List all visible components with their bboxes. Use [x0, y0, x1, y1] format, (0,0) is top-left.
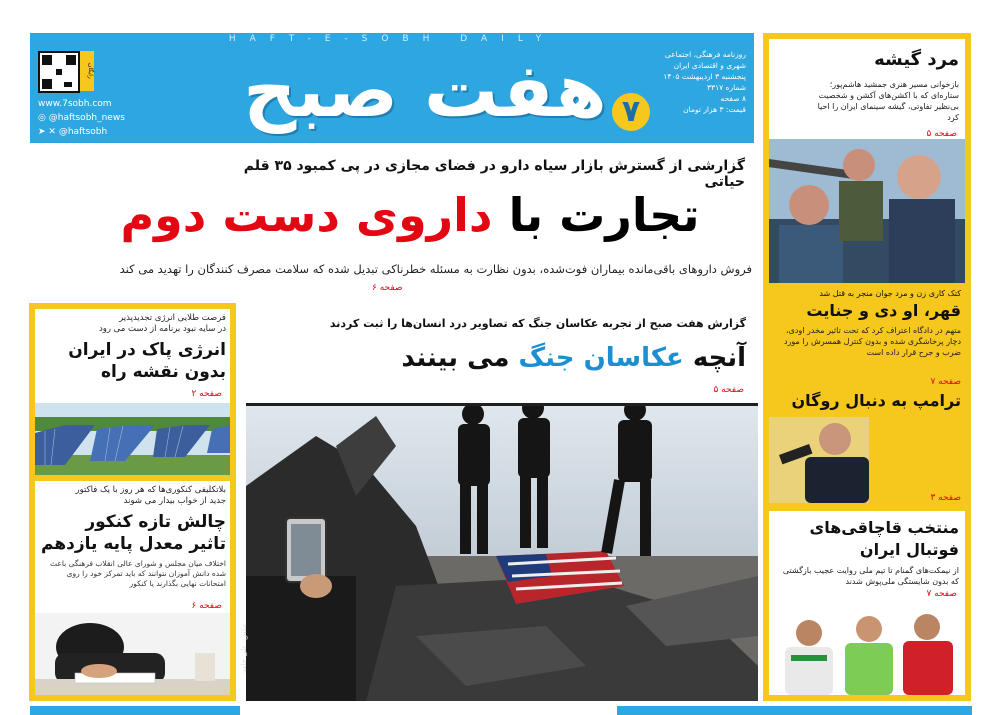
crime-text: متهم در دادگاه اعتراف کرد که تحت تاثیر مخدر اودی، دچار پرخاشگری شده و بدون کنترل همسرش را مورد ضرب و جرح قرار داده است — [783, 326, 961, 357]
konkur-title-2: تاثیر معدل پایه یازدهم — [41, 534, 226, 554]
social-handle-news[interactable] — [38, 113, 125, 123]
photo-story[interactable] — [240, 303, 758, 701]
student-image — [35, 613, 230, 695]
telegram-icon: ➤ ✕ — [38, 127, 56, 137]
energy-kicker-2: در سایه نبود برنامه از دست می رود — [98, 324, 226, 334]
war-photo-image — [246, 406, 758, 701]
website-link[interactable]: www.7sobh.com — [38, 99, 112, 109]
trump-title: ترامپ به دنبال روگان — [791, 391, 961, 410]
photo-headline-part-3: می بینند — [401, 343, 510, 373]
free-badge: رایگان — [80, 51, 94, 91]
bottom-bar-right — [617, 706, 972, 715]
hashempour-text: بازخوانی مسیر هنری جمشید هاشم‌پور؛ ستاره‌ای که با اکشن‌های آکشن و شخصیت بی‌نظیر تفاوتی، گیشه سینمای ایران را احیا کرد — [817, 80, 959, 122]
logo-numeral: ۷ — [612, 93, 650, 131]
social-handle-main[interactable] — [38, 127, 107, 137]
masthead-meta — [636, 49, 746, 115]
right-story-football[interactable] — [769, 511, 965, 695]
left-column — [29, 303, 236, 701]
rogan-photo — [769, 417, 869, 503]
masthead-logo: هفت صبح — [243, 48, 607, 134]
hashempour-title: مرد گیشه — [874, 49, 959, 70]
masthead-strip: HAFT-E-SOBH DAILY — [228, 34, 556, 44]
hashempour-page-ref: صفحه ۵ — [926, 129, 957, 139]
right-story-hashempour[interactable] — [769, 39, 965, 283]
energy-page-ref: صفحه ۲ — [191, 389, 222, 399]
handle-main-text: @haftsobh — [58, 127, 108, 137]
crime-title: قهر، او دی و جنایت — [806, 301, 961, 320]
football-page-ref: صفحه ۷ — [926, 589, 957, 599]
energy-title-2: بدون نقشه راه — [101, 362, 226, 382]
konkur-kicker-1: بلاتکلیفی کنکوری‌ها که هر روز با یک فاکتور — [75, 485, 226, 495]
konkur-page-ref: صفحه ۶ — [191, 601, 222, 611]
konkur-title-1: چالش تازه کنکور — [85, 512, 226, 532]
photo-story-header — [246, 303, 758, 406]
photo-page-ref: صفحه ۵ — [713, 385, 744, 395]
left-story-konkur[interactable] — [35, 481, 230, 695]
photo-kicker: گزارش هفت صبح از تجربه عکاسان جنگ که تصاویر درد انسان‌ها را ثبت کردند — [329, 317, 746, 330]
right-story-trump[interactable] — [769, 389, 965, 505]
hashempour-photo — [769, 139, 965, 283]
crime-kicker: کتک کاری زن و مرد جوان منجر به قتل شد — [819, 289, 961, 298]
energy-kicker-1: فرصت طلایی انرژی تجدیدپذیر — [119, 313, 226, 323]
football-title-2: فوتبال ایران — [859, 540, 959, 559]
photo-headline-part-1: آنچه — [692, 343, 746, 373]
photo-credit: عکس: علی خامه — [240, 623, 248, 674]
price-line: قیمت: ۳ هزار تومان — [683, 105, 746, 114]
lead-subhead: فروش داروهای باقی‌مانده بیماران فوت‌شده، بدون نظارت به مسئله خطرناکی تبدیل شده که سلامت مصرف کنندگان را تهدید می کند — [119, 262, 752, 276]
trump-page-ref: صفحه ۳ — [930, 493, 961, 503]
football-title-1: منتخب قاچاقی‌های — [809, 518, 959, 537]
football-players-photo — [769, 603, 965, 695]
handle-news-text: @haftsobh_news — [48, 113, 125, 123]
lead-page-ref: صفحه ۶ — [372, 283, 403, 293]
konkur-kicker-2: جدید از خواب بیدار می شوند — [123, 496, 226, 506]
publisher-line-1: روزنامه فرهنگی، اجتماعی — [664, 50, 746, 59]
konkur-text: اختلاف میان مجلس و شورای عالی انقلاب فرهنگی باعث شده دانش آموزان نتوانند که باید تمرکز خود را روی امتحانات نهایی بگذارند یا کنکور — [50, 559, 226, 588]
bottom-bar-left — [30, 706, 240, 715]
lead-kicker: گزارشی از گسترش بازار سیاه دارو در فضای مجازی در پی کمبود ۳۵ قلم حیاتی — [243, 158, 745, 190]
lead-headline-red: داروی دست دوم — [120, 188, 493, 242]
left-story-energy[interactable] — [35, 309, 230, 475]
pages-line: ۸ صفحه — [720, 94, 746, 103]
football-title — [775, 517, 959, 561]
issue-line: شماره ۳۳۱۷ — [707, 83, 746, 92]
masthead — [30, 33, 754, 143]
lead-headline-black: تجارت با — [508, 188, 700, 242]
lead-headline[interactable] — [80, 182, 740, 252]
photo-headline-part-2: عکاسان جنگ — [518, 343, 684, 373]
right-story-crime[interactable] — [769, 289, 965, 387]
photo-headline — [256, 341, 746, 375]
date-line: پنجشنبه ۳ اردیبهشت ۱۴۰۵ — [663, 72, 746, 81]
energy-title-1: انرژی پاک در ایران — [68, 340, 226, 360]
football-text: از نیمکت‌های گمنام تا تیم ملی روایت عجیب بازگشتی که بدون شایستگی ملی‌پوش شدند — [782, 566, 959, 586]
solar-panels-image — [35, 403, 230, 475]
publisher-line-2: شهری و اقتصادی ایران — [673, 61, 746, 70]
crime-page-ref: صفحه ۷ — [930, 377, 961, 387]
right-column — [763, 33, 971, 701]
instagram-icon: ◎ — [38, 113, 46, 123]
qr-code-icon — [38, 51, 80, 93]
